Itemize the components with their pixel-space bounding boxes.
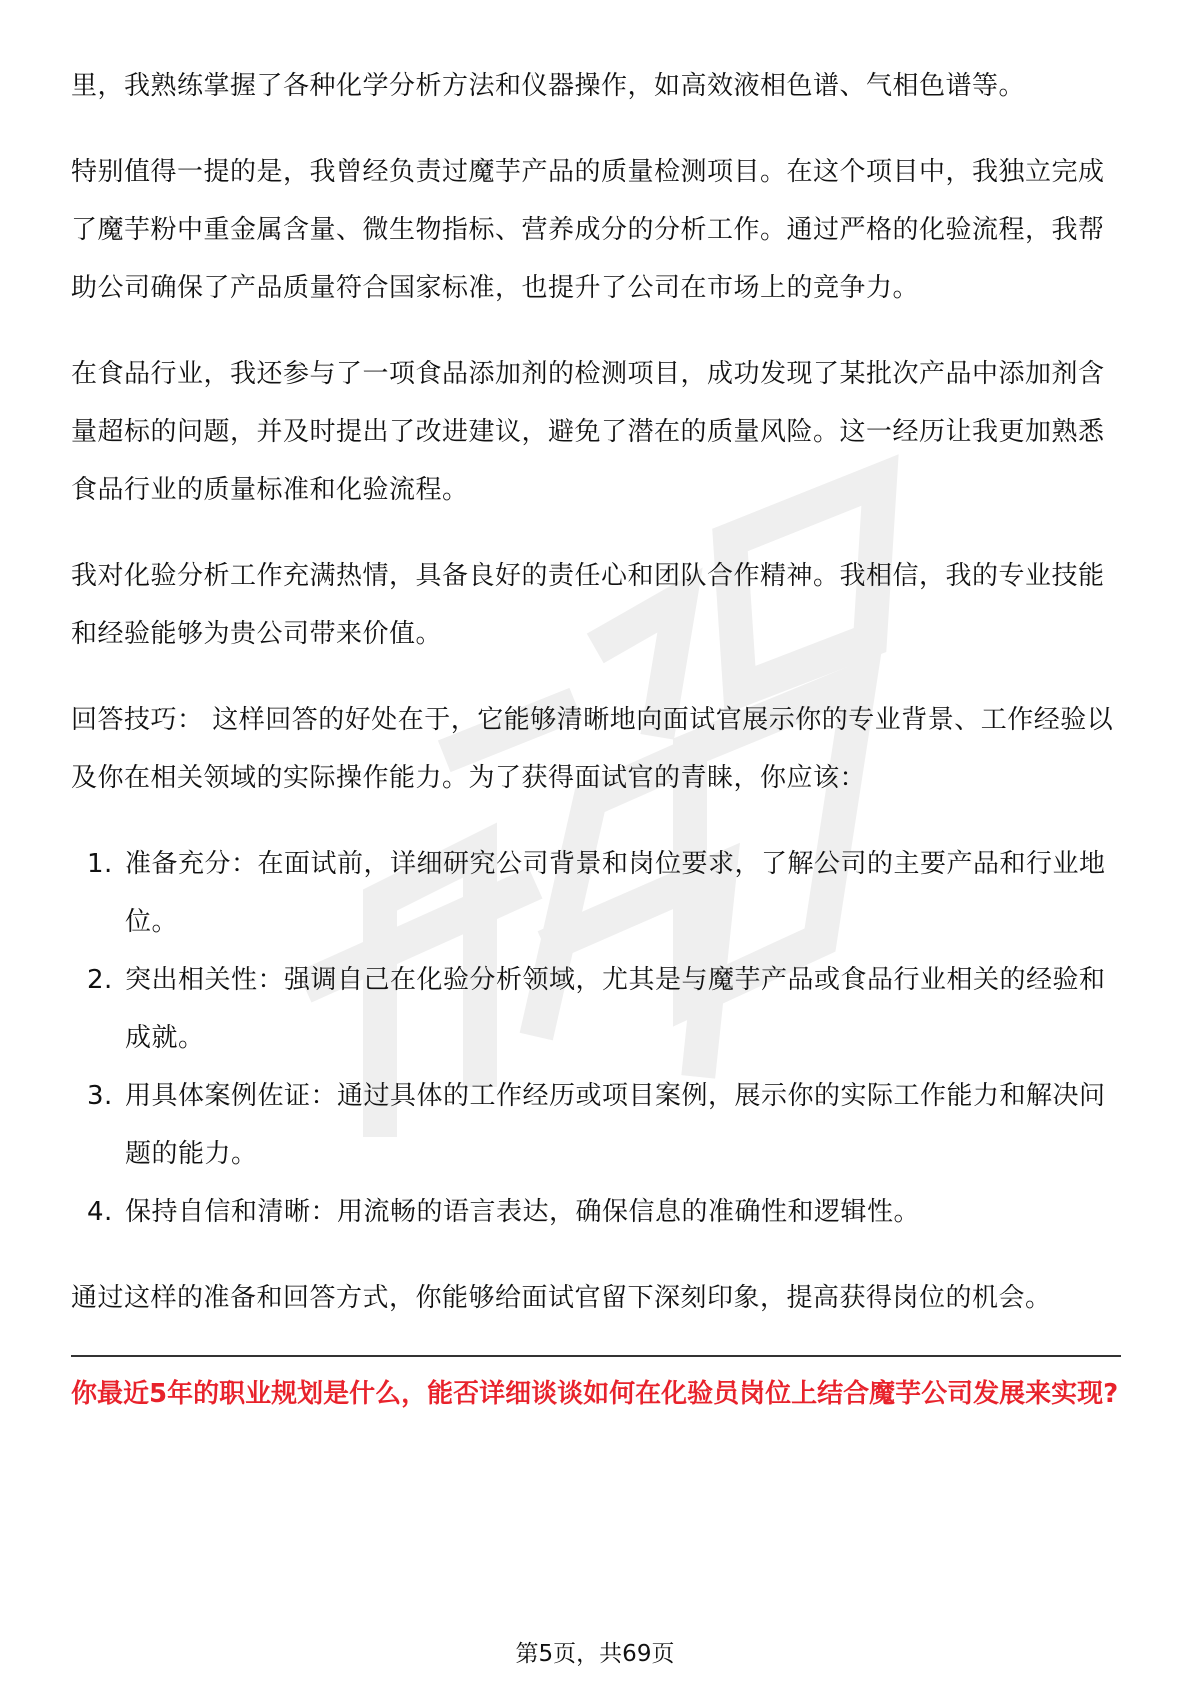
list-item-text: 突出相关性：强调自己在化验分析领域，尤其是与魔芋产品或食品行业相关的经验和成就。: [125, 965, 1106, 1053]
list-item-text: 用具体案例佐证：通过具体的工作经历或项目案例，展示你的实际工作能力和解决问题的能力。: [125, 1081, 1106, 1169]
list-item-text: 准备充分：在面试前，详细研究公司背景和岗位要求，了解公司的主要产品和行业地位。: [125, 849, 1106, 937]
list-item-number: 3.: [87, 1081, 113, 1111]
paragraph-food-additive-project: 在食品行业，我还参与了一项食品添加剂的检测项目，成功发现了某批次产品中添加剂含量超标的问题，并及时提出了改进建议，避免了潜在的质量风险。这一经历让我更加熟悉食品行业的质量标准和化验流程。: [71, 359, 1105, 505]
paragraph-skills: 里，我熟练掌握了各种化学分析方法和仪器操作，如高效液相色谱、气相色谱等。: [71, 71, 1026, 101]
list-item: [71, 835, 1121, 951]
list-item-number: 1.: [87, 849, 113, 879]
list-item: [71, 1183, 1121, 1241]
section-divider: [71, 1355, 1121, 1357]
list-item-number: 2.: [87, 965, 113, 995]
list-item-number: 4.: [87, 1197, 113, 1227]
next-question-heading: 你最近5年的职业规划是什么，能否详细谈谈如何在化验员岗位上结合魔芋公司发展来实现?: [71, 1379, 1119, 1409]
tips-list: [71, 835, 1121, 1241]
paragraph-answer-tips: 回答技巧： 这样回答的好处在于，它能够清晰地向面试官展示你的专业背景、工作经验以及你在相关领域的实际操作能力。为了获得面试官的青睐，你应该：: [71, 705, 1114, 793]
list-item: [71, 951, 1121, 1067]
page-content: [71, 57, 1121, 1415]
page-number-footer: 第5页，共69页: [515, 1641, 675, 1667]
paragraph-konjac-project: 特别值得一提的是，我曾经负责过魔芋产品的质量检测项目。在这个项目中，我独立完成了魔芋粉中重金属含量、微生物指标、营养成分的分析工作。通过严格的化验流程，我帮助公司确保了产品质量符合国家标准，也提升了公司在市场上的竞争力。: [71, 157, 1105, 303]
list-item-text: 保持自信和清晰：用流畅的语言表达，确保信息的准确性和逻辑性。: [125, 1197, 921, 1227]
paragraph-passion: 我对化验分析工作充满热情，具备良好的责任心和团队合作精神。我相信，我的专业技能和经验能够为贵公司带来价值。: [71, 561, 1105, 649]
paragraph-closing: 通过这样的准备和回答方式，你能够给面试官留下深刻印象，提高获得岗位的机会。: [71, 1283, 1052, 1313]
list-item: [71, 1067, 1121, 1183]
